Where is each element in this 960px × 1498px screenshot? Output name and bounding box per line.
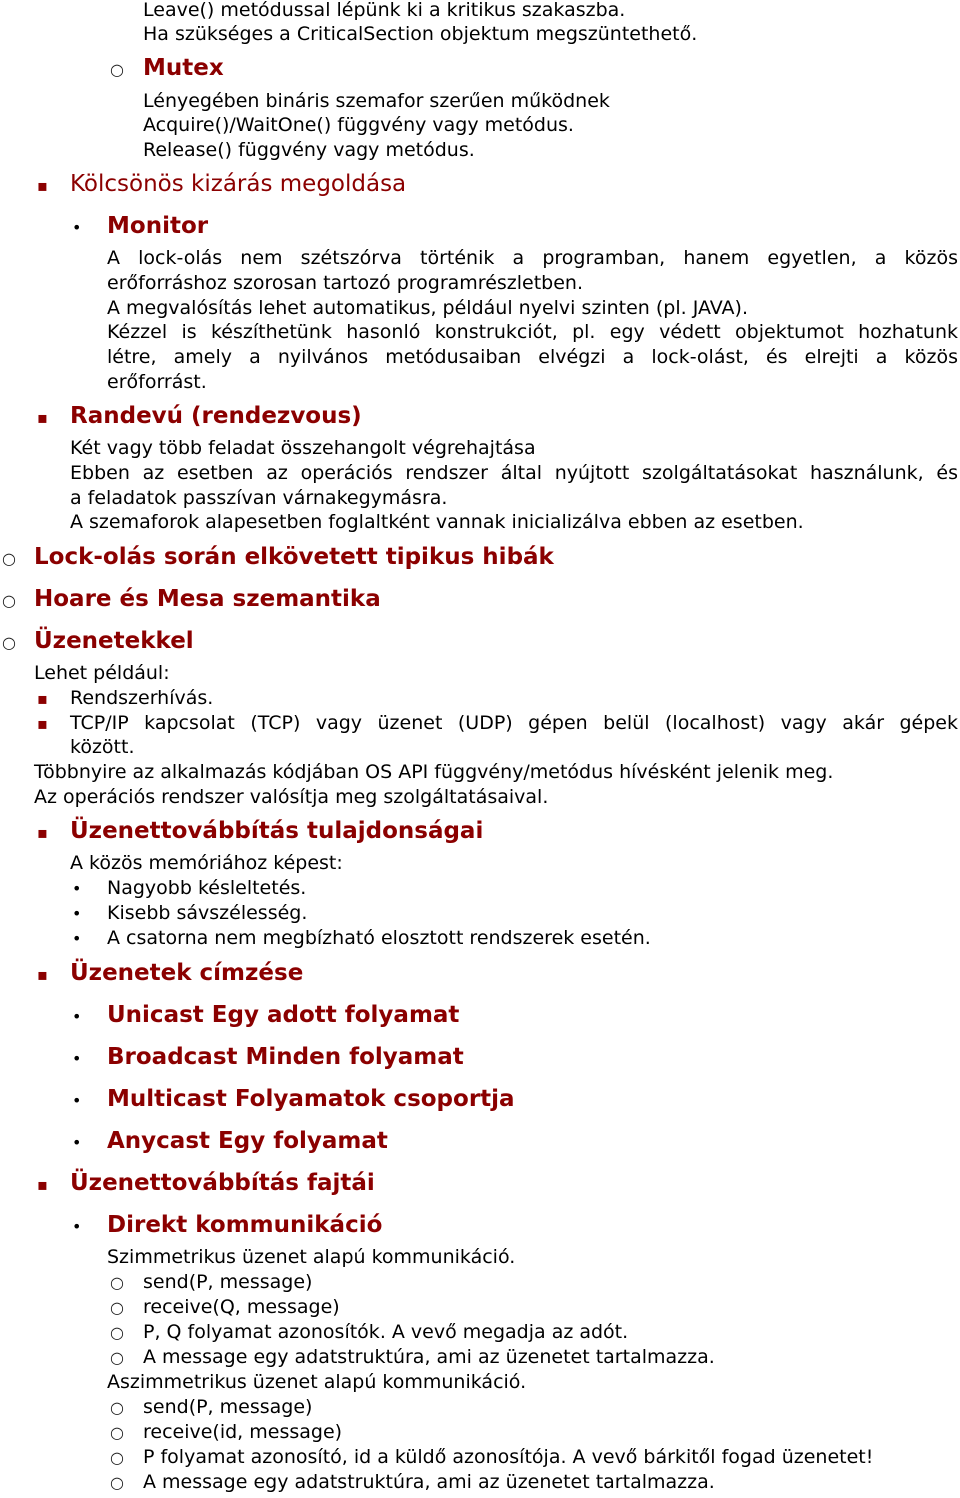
square-bullet-icon: ▪	[37, 689, 48, 708]
mutex-heading: Mutex	[143, 55, 224, 81]
square-bullet-icon: ▪	[37, 714, 48, 733]
monitor-heading: Monitor	[107, 213, 209, 239]
randevu-text: A szemaforok alapesetben foglaltként vannak inicializálva ebben az esetben.	[70, 511, 804, 533]
tulajdonsagai-item: Nagyobb késleltetés.	[107, 877, 307, 899]
square-bullet-icon: ▪	[37, 823, 48, 842]
square-bullet-icon: ▪	[37, 408, 48, 427]
uzenetekkel-text: Többnyire az alkalmazás kódjában OS API függvény/metódus hívésként jelenik meg.	[34, 761, 834, 783]
mutex-line: Acquire()/WaitOne() függvény vagy metódus.	[143, 114, 574, 136]
monitor-text: Kézzel is készíthetünk hasonló konstrukciót, pl. egy védett objektumot hozhatunk	[107, 321, 958, 343]
uzenetekkel-item: TCP/IP kapcsolat (TCP) vagy üzenet (UDP) gépen belül (localhost) vagy akár gépek	[70, 712, 958, 734]
direkt-heading: Direkt kommunikáció	[107, 1212, 383, 1238]
circle-bullet-icon: ○	[2, 591, 16, 610]
circle-bullet-icon: ○	[110, 1273, 124, 1292]
lockolas-heading: Lock-olás során elkövetett tipikus hibák	[34, 544, 554, 570]
square-bullet-icon: ▪	[37, 1175, 48, 1194]
direkt-item: P, Q folyamat azonosítók. A vevő megadja az adót.	[143, 1321, 629, 1343]
direkt-item: receive(id, message)	[143, 1421, 343, 1443]
cimzese-item: Unicast Egy adott folyamat	[107, 1002, 460, 1028]
randevu-text: a feladatok passzívan várnakegymásra.	[70, 487, 448, 509]
cimzese-item: Broadcast Minden folyamat	[107, 1044, 464, 1070]
cimzese-item: Anycast Egy folyamat	[107, 1128, 388, 1154]
leave-text: Leave() metódussal lépünk ki a kritikus szakaszba.	[143, 0, 626, 21]
fajtai-heading: Üzenettovábbítás fajtái	[70, 1170, 375, 1196]
cimzese-item: Multicast Folyamatok csoportja	[107, 1086, 515, 1112]
square-bullet-icon: ▪	[37, 176, 48, 195]
randevu-heading: Randevú (rendezvous)	[70, 403, 362, 429]
uzenetekkel-text: Lehet például:	[34, 662, 170, 684]
tulajdonsagai-item: Kisebb sávszélesség.	[107, 902, 308, 924]
direkt-item: receive(Q, message)	[143, 1296, 340, 1318]
dot-bullet-icon: •	[72, 1049, 82, 1068]
criticalsection-text: Ha szükséges a CriticalSection objektum megszüntethető.	[143, 23, 698, 45]
dot-bullet-icon: •	[72, 1091, 82, 1110]
monitor-text: létre, amely a nyilvános metódusaiban elvégzi a lock-olást, és elrejti a közös	[107, 346, 958, 368]
cimzese-heading: Üzenetek címzése	[70, 960, 304, 986]
circle-bullet-icon: ○	[110, 1423, 124, 1442]
hoare-heading: Hoare és Mesa szemantika	[34, 586, 381, 612]
uzenetekkel-text: Az operációs rendszer valósítja meg szolgáltatásaival.	[34, 786, 549, 808]
circle-bullet-icon: ○	[110, 1473, 124, 1492]
direkt-item: A message egy adatstruktúra, ami az üzenetet tartalmazza.	[143, 1471, 715, 1493]
monitor-text: erőforrást.	[107, 371, 207, 393]
circle-bullet-icon: ○	[2, 633, 16, 652]
randevu-text: Ebben az esetben az operációs rendszer által nyújtott szolgáltatásokat használunk, és	[70, 462, 958, 484]
direkt-item: P folyamat azonosító, id a küldő azonosítója. A vevő bárkitől fogad üzenetet!	[143, 1446, 874, 1468]
direkt-item: send(P, message)	[143, 1271, 313, 1293]
monitor-text: A lock-olás nem szétszórva történik a programban, hanem egyetlen, a közös	[107, 247, 958, 269]
dot-bullet-icon: •	[72, 218, 82, 237]
dot-bullet-icon: •	[72, 929, 82, 948]
circle-bullet-icon: ○	[110, 1398, 124, 1417]
monitor-text: A megvalósítás lehet automatikus, például nyelvi szinten (pl. JAVA).	[107, 297, 748, 319]
square-bullet-icon: ▪	[37, 965, 48, 984]
tulajdonsagai-item: A csatorna nem megbízható elosztott rendszerek esetén.	[107, 927, 651, 949]
dot-bullet-icon: •	[72, 1007, 82, 1026]
monitor-text: erőforráshoz szorosan tartozó programrészletben.	[107, 272, 584, 294]
direkt-item: A message egy adatstruktúra, ami az üzenetet tartalmazza.	[143, 1346, 715, 1368]
uzenetekkel-heading: Üzenetekkel	[34, 628, 194, 654]
circle-bullet-icon: ○	[110, 1298, 124, 1317]
tulajdonsagai-heading: Üzenettovábbítás tulajdonságai	[70, 818, 484, 844]
mutex-line: Release() függvény vagy metódus.	[143, 139, 475, 161]
circle-bullet-icon: ○	[110, 1348, 124, 1367]
uzenetekkel-item: Rendszerhívás.	[70, 687, 214, 709]
circle-bullet-icon: ○	[110, 1323, 124, 1342]
circle-bullet-icon: ○	[2, 549, 16, 568]
direkt-text: Aszimmetrikus üzenet alapú kommunikáció.	[107, 1371, 527, 1393]
kolcsonos-heading: Kölcsönös kizárás megoldása	[70, 171, 407, 197]
randevu-text: Két vagy több feladat összehangolt végrehajtása	[70, 437, 536, 459]
tulajdonsagai-text: A közös memóriához képest:	[70, 852, 343, 874]
uzenetekkel-item: között.	[70, 736, 135, 758]
direkt-text: Szimmetrikus üzenet alapú kommunikáció.	[107, 1246, 516, 1268]
dot-bullet-icon: •	[72, 1217, 82, 1236]
mutex-line: Lényegében bináris szemafor szerűen működnek	[143, 90, 610, 112]
dot-bullet-icon: •	[72, 904, 82, 923]
dot-bullet-icon: •	[72, 1133, 82, 1152]
circle-bullet-icon: ○	[110, 1448, 124, 1467]
dot-bullet-icon: •	[72, 879, 82, 898]
direkt-item: send(P, message)	[143, 1396, 313, 1418]
circle-bullet-icon: ○	[110, 60, 124, 79]
